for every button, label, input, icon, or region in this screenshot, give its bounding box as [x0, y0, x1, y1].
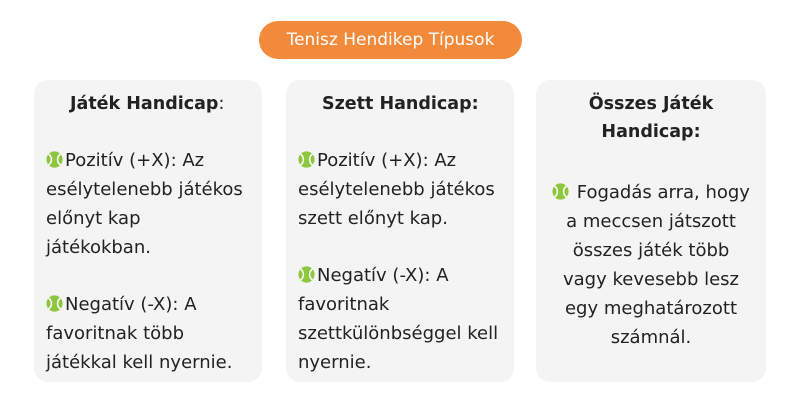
list-item [46, 146, 250, 262]
card-set-handicap [286, 80, 514, 382]
card-total-games-handicap [536, 80, 766, 382]
list-item [298, 261, 502, 377]
card-title-colon: : [218, 94, 225, 114]
card-title: Szett Handicap: [322, 94, 479, 114]
card-title-text: Játék Handicap [70, 94, 219, 114]
card-title: Összes Játék Handicap: [588, 94, 714, 142]
list-item-text: Pozitív (+X): Az esélytelenebb játékos szett előnyt kap. [298, 150, 495, 229]
tennis-ball-icon [552, 183, 569, 200]
list-item [298, 146, 502, 233]
list-item [46, 290, 250, 377]
tennis-ball-icon [298, 266, 315, 283]
list-item [548, 178, 754, 352]
list-item-text: Fogadás arra, hogy a meccsen játszott összes játék több vagy kevesebb lesz egy meghatározott számnál. [563, 182, 750, 348]
tennis-ball-icon [298, 151, 315, 168]
list-item-text: Negatív (-X): A favoritnak több játékkal kell nyernie. [46, 294, 233, 373]
list-item-text: Pozitív (+X): Az esélytelenebb játékos előnyt kap játékokban. [46, 150, 243, 258]
tennis-ball-icon [46, 151, 63, 168]
page-title: Tenisz Hendikep Típusok [259, 21, 522, 59]
list-item-text: Negatív (-X): A favoritnak szettkülönbséggel kell nyernie. [298, 265, 499, 373]
card-game-handicap [34, 80, 262, 382]
card-title [46, 90, 250, 118]
tennis-ball-icon [46, 295, 63, 312]
